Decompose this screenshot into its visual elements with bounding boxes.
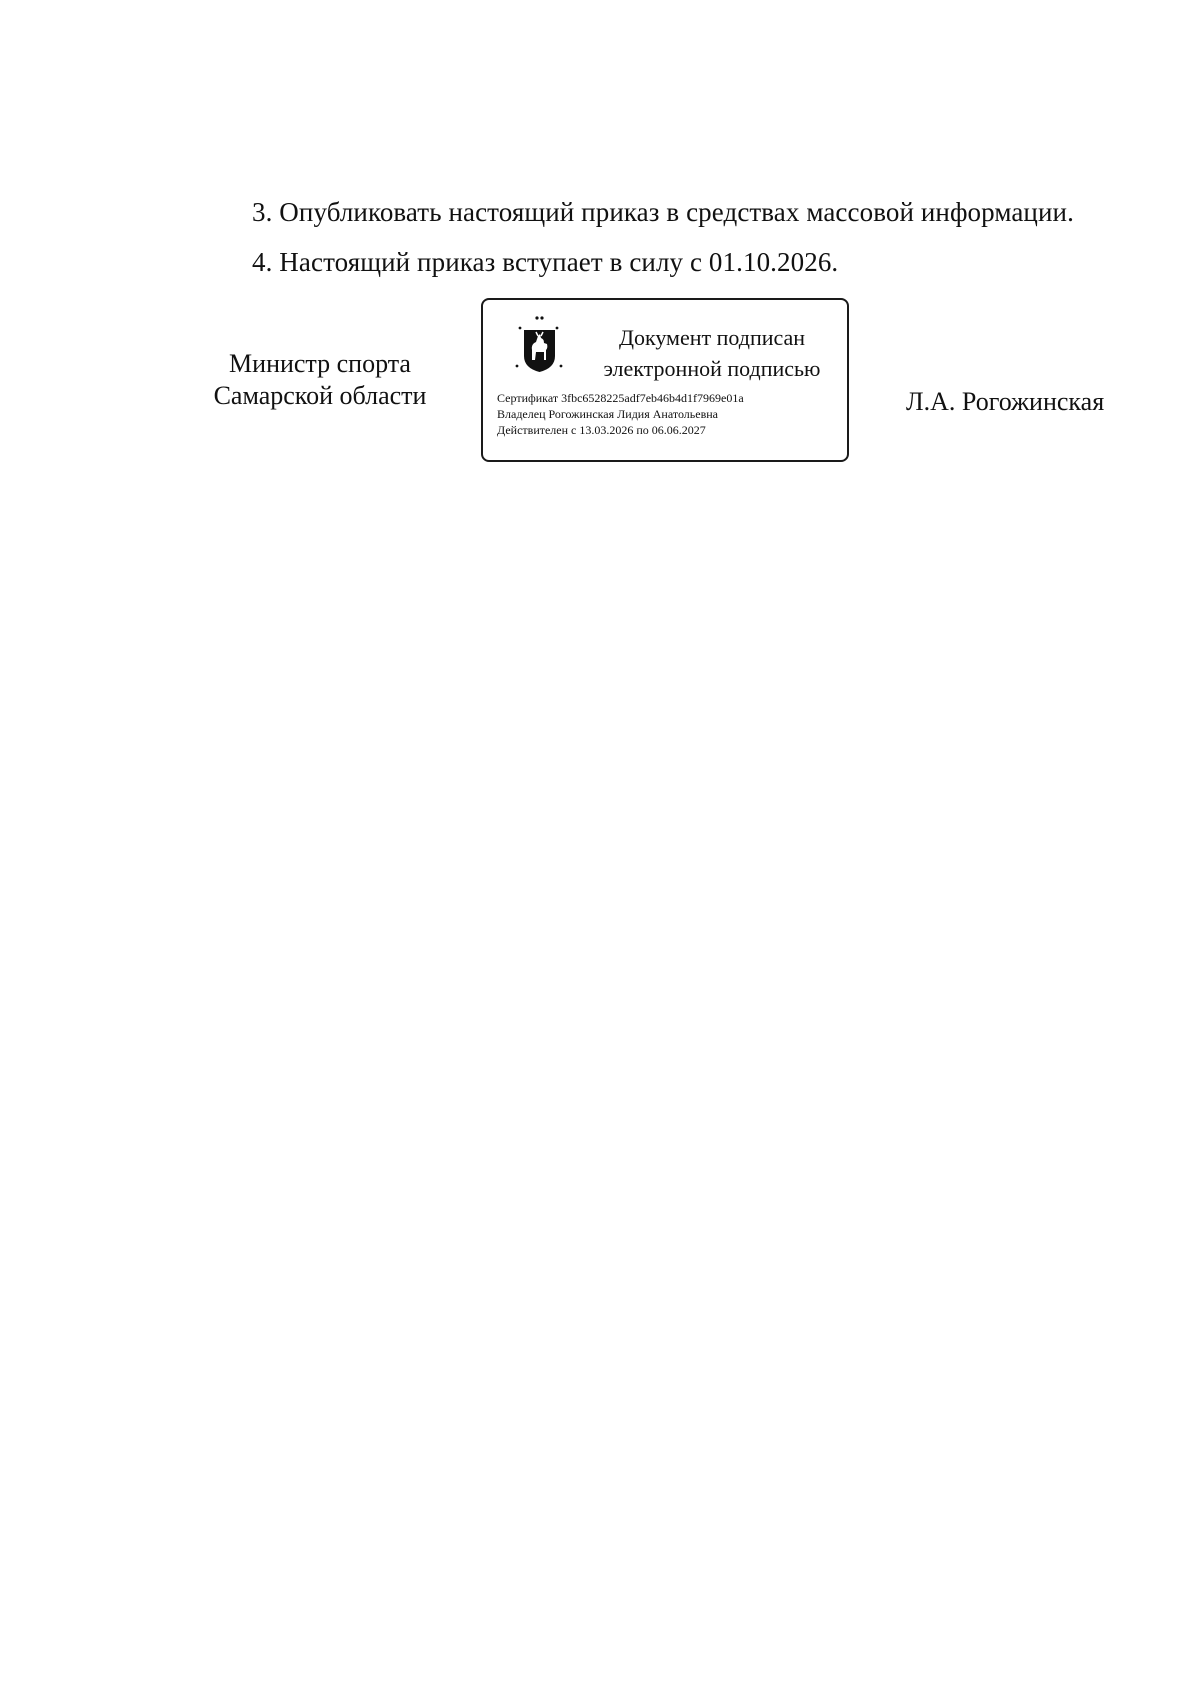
stamp-title	[579, 322, 845, 384]
signatory-position	[200, 348, 440, 412]
samara-coat-of-arms-icon	[511, 314, 567, 378]
stamp-certificate: Сертификат 3fbc6528225adf7eb46b4d1f7969e01a	[497, 391, 744, 405]
stamp-certificate-info	[497, 390, 744, 438]
signatory-position-line2: Самарской области	[213, 381, 427, 410]
order-item-4: 4. Настоящий приказ вступает в силу с 01.10.2026.	[252, 247, 839, 277]
stamp-validity: Действителен с 13.03.2026 по 06.06.2027	[497, 423, 706, 437]
electronic-signature-stamp	[481, 298, 849, 462]
stamp-title-line2: электронной подписью	[603, 356, 821, 381]
stamp-owner: Владелец Рогожинская Лидия Анатольевна	[497, 407, 718, 421]
signatory-name: Л.А. Рогожинская	[906, 387, 1105, 416]
signatory-position-line1: Министр спорта	[229, 349, 411, 378]
order-item-3: 3. Опубликовать настоящий приказ в средствах массовой информации.	[252, 197, 1074, 227]
stamp-title-line1: Документ подписан	[618, 325, 806, 350]
